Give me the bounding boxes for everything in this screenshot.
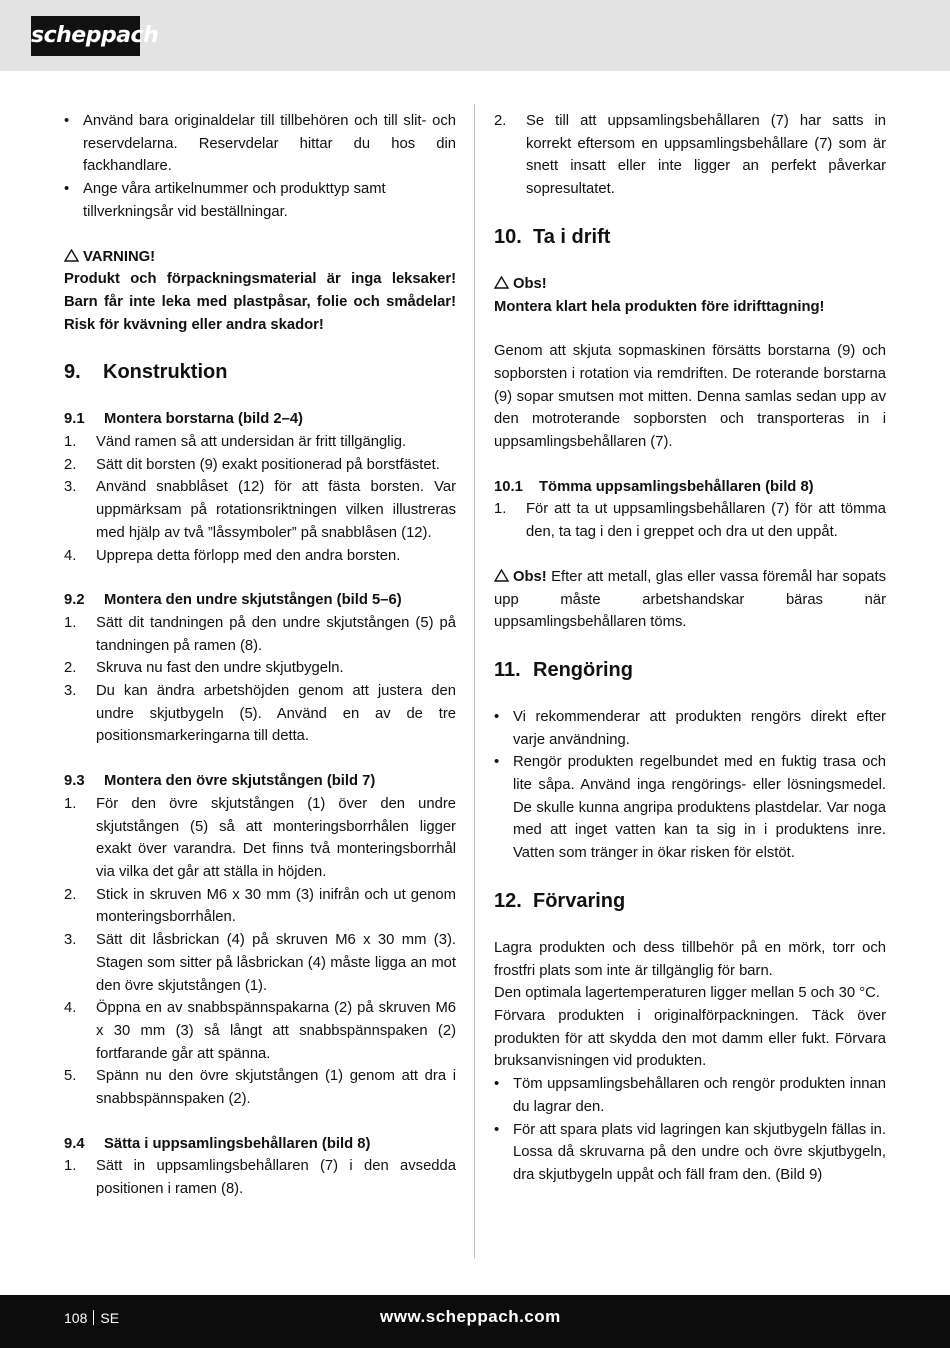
list-item: 4. Öppna en av snabbspännspakarna (2) på skruven M6 x 30 mm (3) så långt att snabbspännspaken (2) fortfarande går att spänna. (64, 1000, 456, 1062)
list-item: 3. Använd snabblåset (12) för att fästa borsten. Var uppmärksam på rotationsriktningen vilken illustreras med hjälp av två ”låssymboler” på snabblåsen (12). (64, 479, 456, 541)
list-item: • Töm uppsamlingsbehållaren och rengör produkten innan du lagrar den. (494, 1073, 886, 1118)
notice-text: Montera klart hela produkten före idrifttagning! (494, 298, 825, 315)
header-band (0, 0, 950, 71)
paragraph: Genom att skjuta sopmaskinen försätts borstarna (9) och sopborsten i rotation via remdriften. De roterande borstarna (9) sopar smutsen mot mitten. Denna samlas sedan upp av den motroterande sopborsten och transporteras in i uppsamlingsbehållaren (7). (494, 343, 886, 451)
list-item: 2. Stick in skruven M6 x 30 mm (3) inifrån och ut genom monteringsborrhålen. (64, 886, 456, 926)
paragraph: Lagra produkten och dess tillbehör på en mörk, torr och frostfri plats som inte är tillgänglig för barn. (494, 939, 886, 979)
list-item: • Ange våra artikelnummer och produkttyp samt tillverkningsår vid beställningar. (64, 178, 456, 223)
notice-heading (494, 273, 886, 296)
page-number-value: 108 (64, 1310, 88, 1326)
notice-title: Obs! (513, 568, 547, 585)
section-heading: 10. Ta i drift (494, 225, 611, 248)
section-heading: 11. Rengöring (494, 658, 633, 681)
column-divider (474, 104, 475, 1258)
list-item: • Vi rekommenderar att produkten rengörs direkt efter varje användning. (494, 706, 886, 751)
subsection-heading: 9.3 Montera den övre skjutstången (bild 7) (64, 773, 376, 790)
left-column (64, 110, 456, 1201)
section-heading: 9. Konstruktion (64, 361, 228, 384)
paragraph: Förvara produkten i originalförpackningen. Täck över produkten för att skydda den mot damm eller fukt. Förvara bruksanvisningen vid produkten. (494, 1007, 886, 1070)
warning-triangle-icon (494, 569, 509, 582)
list-item: 3. Du kan ändra arbetshöjden genom att justera den undre skjutbygeln (5). Använd en av de tre positionsmarkeringarna till detta. (64, 683, 456, 745)
subsection-heading: 9.1 Montera borstarna (bild 2–4) (64, 411, 303, 428)
list-item: 1. Sätt dit tandningen på den undre skjutstången (5) på tandningen på ramen (8). (64, 614, 456, 654)
subsection-heading: 10.1 Tömma uppsamlingsbehållaren (bild 8) (494, 478, 814, 495)
list-item: 4. Upprepa detta förlopp med den andra borsten. (64, 547, 401, 564)
list-item: • För att spara plats vid lagringen kan skjutbygeln fällas in. Lossa då skruvarna på den undre och övre skjutbygeln, dra skjutbygeln uppåt och fäll fram den. (Bild 9) (494, 1119, 886, 1187)
right-column (494, 110, 886, 1187)
warning-triangle-icon (494, 276, 509, 289)
list-item: 5. Spänn nu den övre skjutstången (1) genom att dra i snabbspännspaken (2). (64, 1068, 456, 1108)
notice-title: Obs! (513, 275, 547, 292)
list-item: 1. Vänd ramen så att undersidan är fritt tillgänglig. (64, 434, 407, 451)
scheppach-logo: scheppach (31, 16, 140, 56)
paragraph: Den optimala lagertemperaturen ligger mellan 5 och 30 °C. (494, 985, 880, 1002)
notice-paragraph (494, 566, 886, 634)
section-heading: 12. Förvaring (494, 889, 626, 912)
warning-heading (64, 246, 456, 269)
website-url[interactable]: www.scheppach.com (380, 1307, 561, 1326)
language-code: SE (100, 1310, 120, 1326)
notice-text: Efter att metall, glas eller vassa föremål har sopats upp måste arbetshandskar bäras när uppsamlingsbehållaren töms. (494, 568, 886, 631)
subsection-heading: 9.2 Montera den undre skjutstången (bild 5–6) (64, 592, 402, 609)
list-item: 2. Se till att uppsamlingsbehållaren (7) har satts in korrekt eftersom en uppsamlingsbehållare (7) som är snett insatt eller inte ligger an perfekt påverkar sopresultatet. (494, 113, 886, 198)
list-item: • Använd bara originaldelar till tillbehören och till slit- och reservdelarna. Reservdelar hittar du hos din fackhandlare. (64, 110, 456, 178)
list-item: 1. Sätt in uppsamlingsbehållaren (7) i den avsedda positionen i ramen (8). (64, 1158, 456, 1198)
list-item: • Rengör produkten regelbundet med en fuktig trasa och lite såpa. Använd inga rengörings- eller lösningsmedel. De skulle kunna angripa produktens plastdelar. Var noga med att inget vatten kan ta sig in i produktens inre. Vatten som tränger in ökar risken för elstöt. (494, 751, 886, 865)
list-item: 2. Sätt dit borsten (9) exakt positionerad på borstfästet. (64, 456, 440, 473)
subsection-heading: 9.4 Sätta i uppsamlingsbehållaren (bild 8) (64, 1135, 371, 1152)
warning-text: Produkt och förpackningsmaterial är inga leksaker! Barn får inte leka med plastpåsar, folie och smådelar! Risk för kvävning eller andra skador! (64, 271, 456, 333)
list-item: 1. För den övre skjutstången (1) över den undre skjutstången (5) så att monteringsborrhålen ligger exakt över varandra. Det finns två monteringsborrhål via vilka det går att ställa in höjden. (64, 795, 456, 880)
footer-band (0, 1295, 950, 1348)
list-item: 2. Skruva nu fast den undre skjutbygeln. (64, 660, 344, 677)
page-number (64, 1310, 119, 1326)
list-item: 1. För att ta ut uppsamlingsbehållaren (7) för att tömma den, ta tag i den i greppet och dra ut den uppåt. (494, 501, 886, 541)
warning-triangle-icon (64, 249, 79, 262)
warning-title: VARNING! (83, 248, 156, 265)
list-item: 3. Sätt dit låsbrickan (4) på skruven M6 x 30 mm (3). Stagen som sitter på låsbrickan (4) måste ligga an mot den övre skjutstången (1). (64, 932, 456, 994)
